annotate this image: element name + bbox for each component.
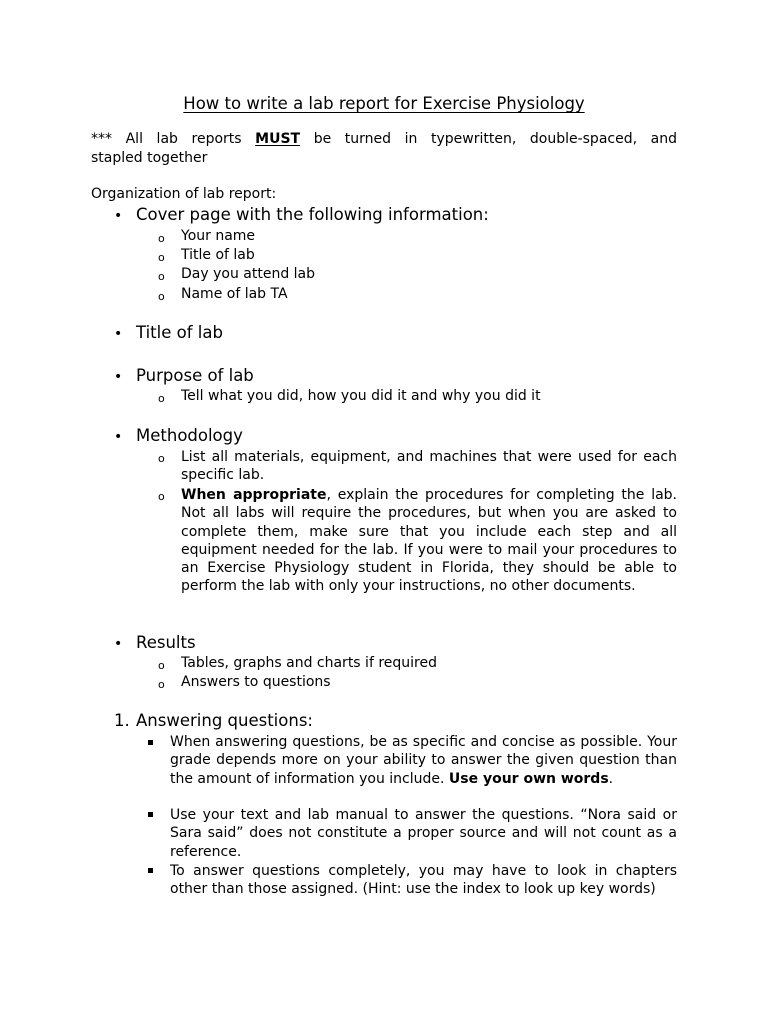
cover-item: Title of lab (181, 247, 255, 263)
section-number: 1. (114, 711, 130, 730)
procedures-text: , explain the procedures for completing the lab. Not all labs will require the procedures, but when you are asked to complete them, make sure that you include each step and all equipment needed for the lab. If you were to mail your procedures to an Exercise Physiology student in Florida, they should be able to perform the lab with only your instructions, no other documents. (181, 487, 677, 595)
square-bullet-marker (148, 740, 153, 745)
answering-item-sources: Use your text and lab manual to answer the questions. “Nora said or Sara said” does not constitute a proper source and will not count as a reference. (170, 807, 677, 860)
section-heading-methodology: Methodology (136, 426, 243, 445)
sub-bullet-marker: o (158, 678, 165, 691)
square-bullet-marker (148, 868, 153, 873)
bullet-marker: • (114, 636, 123, 652)
bullet-marker: • (114, 208, 123, 224)
section-heading-answering: Answering questions: (136, 711, 313, 730)
cover-item: Your name (181, 228, 256, 244)
purpose-item: Tell what you did, how you did it and why you did it (181, 388, 541, 404)
section-heading-cover: Cover page with the following information: (136, 205, 489, 224)
sub-bullet-marker: o (158, 659, 165, 672)
results-item: Answers to questions (181, 674, 331, 690)
sub-bullet-marker: o (158, 490, 165, 503)
cover-item: Name of lab TA (181, 286, 288, 302)
bullet-marker: • (114, 429, 123, 445)
intro-line-2: stapled together (91, 150, 208, 166)
sub-bullet-marker: o (158, 232, 165, 245)
sub-bullet-marker: o (158, 392, 165, 405)
document-title: How to write a lab report for Exercise Physiology (183, 94, 585, 113)
when-appropriate-emphasis: When appropriate (181, 487, 327, 503)
results-item: Tables, graphs and charts if required (181, 655, 437, 671)
intro-suffix: be turned in typewritten, double-spaced, and (300, 131, 677, 147)
section-heading-title-of-lab: Title of lab (136, 323, 223, 342)
sub-bullet-marker: o (158, 270, 165, 283)
sub-bullet-marker: o (158, 452, 165, 465)
answering-item-specific-text: When answering questions, be as specific and concise as possible. Your grade depends more on your ability to answer the given question than the amount of information you include. (170, 734, 677, 787)
bullet-marker: • (114, 369, 123, 385)
answering-item-chapters: To answer questions completely, you may have to look in chapters other than those assigned. (Hint: use the index to look up key words) (170, 863, 677, 898)
intro-paragraph (91, 130, 677, 168)
square-bullet-marker (148, 812, 153, 817)
answering-item-specific-end: . (608, 770, 614, 787)
cover-item: Day you attend lab (181, 266, 316, 282)
answering-item-specific (170, 733, 677, 788)
intro-line-1 (91, 130, 677, 149)
organization-label: Organization of lab report: (91, 186, 277, 202)
methodology-item-materials: List all materials, equipment, and machines that were used for each specific lab. (181, 449, 677, 484)
sub-bullet-marker: o (158, 251, 165, 264)
bullet-marker: • (114, 326, 123, 342)
section-heading-purpose: Purpose of lab (136, 366, 254, 385)
sub-bullet-marker: o (158, 290, 165, 303)
methodology-item-procedures (181, 486, 677, 596)
intro-prefix: *** All lab reports (91, 131, 256, 147)
must-emphasis: MUST (255, 131, 301, 147)
own-words-emphasis: Use your own words (448, 770, 609, 787)
section-heading-results: Results (136, 633, 196, 652)
